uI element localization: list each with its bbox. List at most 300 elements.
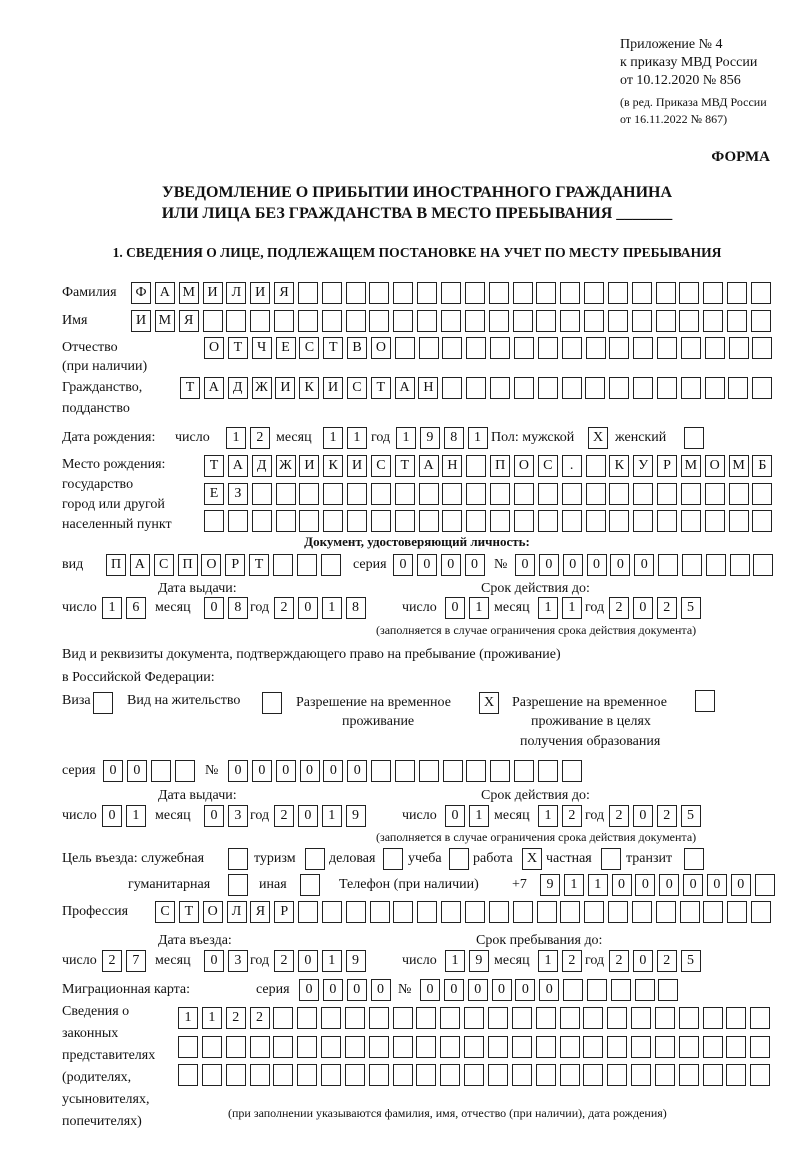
char-box[interactable] [684,848,704,870]
char-box[interactable] [631,1007,651,1029]
char-box[interactable] [560,901,580,923]
char-box[interactable]: 1 [322,597,342,619]
char-box[interactable]: 2 [609,950,629,972]
char-box[interactable] [679,1064,699,1086]
char-box[interactable]: Л [227,901,247,923]
char-box[interactable] [657,377,677,399]
char-box[interactable] [151,760,171,782]
char-box[interactable] [440,1007,460,1029]
char-box[interactable]: 0 [102,805,122,827]
char-box[interactable] [442,510,462,532]
representatives-field[interactable] [178,1064,774,1086]
char-box[interactable] [657,510,677,532]
char-box[interactable] [228,510,248,532]
char-box[interactable] [395,510,415,532]
char-box[interactable] [730,554,750,576]
right-valid-day-field[interactable] [445,805,493,827]
char-box[interactable] [562,510,582,532]
char-box[interactable] [347,510,367,532]
char-box[interactable] [395,483,415,505]
char-box[interactable] [608,282,628,304]
char-box[interactable] [440,1036,460,1058]
stay-day-field[interactable] [445,950,493,972]
char-box[interactable]: Л [226,282,246,304]
char-box[interactable] [466,337,486,359]
char-box[interactable] [442,377,462,399]
char-box[interactable]: 2 [657,805,677,827]
char-box[interactable] [729,337,749,359]
char-box[interactable]: 1 [323,427,343,449]
char-box[interactable] [323,483,343,505]
char-box[interactable]: 0 [707,874,727,896]
char-box[interactable]: И [323,377,343,399]
visa-checkbox[interactable] [93,692,117,714]
char-box[interactable] [584,901,604,923]
char-box[interactable] [442,337,462,359]
char-box[interactable] [658,554,678,576]
char-box[interactable] [345,1007,365,1029]
char-box[interactable] [512,1007,532,1029]
char-box[interactable] [587,979,607,1001]
migration-series-field[interactable] [299,979,394,1001]
char-box[interactable] [465,310,485,332]
char-box[interactable] [607,1064,627,1086]
char-box[interactable] [679,1036,699,1058]
char-box[interactable] [609,510,629,532]
char-box[interactable] [419,483,439,505]
char-box[interactable] [393,310,413,332]
id-issue-month-field[interactable] [204,597,252,619]
char-box[interactable] [297,1064,317,1086]
char-box[interactable]: 2 [274,805,294,827]
char-box[interactable]: К [323,455,343,477]
char-box[interactable] [417,901,437,923]
char-box[interactable] [250,1064,270,1086]
char-box[interactable] [250,310,270,332]
char-box[interactable] [393,901,413,923]
sex-male-checkbox[interactable] [588,427,612,449]
char-box[interactable]: 1 [538,805,558,827]
char-box[interactable] [347,483,367,505]
char-box[interactable]: Т [179,901,199,923]
representatives-field[interactable] [178,1036,774,1058]
char-box[interactable] [419,760,439,782]
char-box[interactable] [537,901,557,923]
purpose-private-checkbox[interactable] [601,848,625,870]
char-box[interactable] [513,282,533,304]
char-box[interactable]: 1 [538,597,558,619]
char-box[interactable]: Т [323,337,343,359]
id-valid-day-field[interactable] [445,597,493,619]
char-box[interactable]: Т [395,455,415,477]
char-box[interactable] [465,282,485,304]
char-box[interactable]: 8 [444,427,464,449]
char-box[interactable] [442,483,462,505]
char-box[interactable]: 1 [178,1007,198,1029]
id-issue-day-field[interactable] [102,597,150,619]
char-box[interactable]: 0 [204,950,224,972]
char-box[interactable]: 0 [441,554,461,576]
char-box[interactable] [586,510,606,532]
char-box[interactable]: О [203,901,223,923]
char-box[interactable]: 0 [635,874,655,896]
char-box[interactable]: О [201,554,221,576]
char-box[interactable] [321,1064,341,1086]
char-box[interactable] [562,337,582,359]
char-box[interactable] [658,979,678,1001]
birth-year-field[interactable] [396,427,491,449]
char-box[interactable]: 0 [252,760,272,782]
char-box[interactable] [563,979,583,1001]
char-box[interactable] [395,337,415,359]
char-box[interactable]: Е [276,337,296,359]
char-box[interactable]: 0 [127,760,147,782]
char-box[interactable] [536,1064,556,1086]
char-box[interactable]: 2 [102,950,122,972]
char-box[interactable]: 0 [633,805,653,827]
char-box[interactable]: Я [274,282,294,304]
char-box[interactable] [632,310,652,332]
id-issue-year-field[interactable] [274,597,369,619]
char-box[interactable]: 8 [346,597,366,619]
char-box[interactable]: X [479,692,499,714]
char-box[interactable] [440,1064,460,1086]
char-box[interactable] [443,760,463,782]
char-box[interactable] [393,1036,413,1058]
char-box[interactable] [298,901,318,923]
char-box[interactable] [586,483,606,505]
char-box[interactable] [656,310,676,332]
char-box[interactable] [178,1064,198,1086]
char-box[interactable]: П [178,554,198,576]
char-box[interactable] [489,310,509,332]
char-box[interactable] [514,760,534,782]
char-box[interactable]: 2 [657,950,677,972]
char-box[interactable] [633,337,653,359]
char-box[interactable] [393,1007,413,1029]
phone-field[interactable] [540,874,778,896]
char-box[interactable] [228,874,248,896]
id-number-field[interactable] [515,554,777,576]
char-box[interactable] [346,901,366,923]
id-series-field[interactable] [393,554,488,576]
char-box[interactable] [273,1036,293,1058]
stay-year-field[interactable] [609,950,704,972]
char-box[interactable] [681,483,701,505]
temp-edu-checkbox[interactable] [695,690,719,712]
char-box[interactable] [514,483,534,505]
char-box[interactable] [226,1036,246,1058]
id-kind-field[interactable] [106,554,344,576]
char-box[interactable] [299,483,319,505]
char-box[interactable] [703,310,723,332]
char-box[interactable] [305,848,325,870]
char-box[interactable]: 0 [515,554,535,576]
char-box[interactable] [370,901,390,923]
char-box[interactable] [632,901,652,923]
char-box[interactable]: 0 [515,979,535,1001]
char-box[interactable]: 0 [633,950,653,972]
char-box[interactable] [631,1036,651,1058]
char-box[interactable] [705,483,725,505]
char-box[interactable] [441,282,461,304]
char-box[interactable]: К [299,377,319,399]
char-box[interactable]: С [299,337,319,359]
char-box[interactable]: 0 [468,979,488,1001]
char-box[interactable] [513,901,533,923]
char-box[interactable] [656,282,676,304]
char-box[interactable] [416,1064,436,1086]
temp-residence-checkbox[interactable] [479,692,503,714]
char-box[interactable]: А [204,377,224,399]
char-box[interactable] [607,1036,627,1058]
char-box[interactable]: 0 [420,979,440,1001]
char-box[interactable]: 1 [445,950,465,972]
char-box[interactable] [679,282,699,304]
char-box[interactable]: 5 [681,950,701,972]
char-box[interactable] [273,554,293,576]
char-box[interactable]: 0 [103,760,123,782]
char-box[interactable] [632,282,652,304]
char-box[interactable]: 1 [469,805,489,827]
right-number-field[interactable] [228,760,586,782]
char-box[interactable]: 0 [371,979,391,1001]
purpose-official-checkbox[interactable] [228,848,252,870]
char-box[interactable] [655,1036,675,1058]
entry-day-field[interactable] [102,950,150,972]
char-box[interactable] [441,310,461,332]
char-box[interactable]: 5 [681,597,701,619]
char-box[interactable] [262,692,282,714]
char-box[interactable] [490,337,510,359]
char-box[interactable]: 1 [202,1007,222,1029]
char-box[interactable] [586,337,606,359]
char-box[interactable]: 0 [444,979,464,1001]
char-box[interactable]: 9 [540,874,560,896]
char-box[interactable] [611,979,631,1001]
char-box[interactable] [466,377,486,399]
char-box[interactable] [489,901,509,923]
char-box[interactable]: Т [249,554,269,576]
char-box[interactable]: И [131,310,151,332]
char-box[interactable]: И [203,282,223,304]
char-box[interactable] [252,483,272,505]
char-box[interactable] [560,1064,580,1086]
char-box[interactable] [560,1007,580,1029]
char-box[interactable] [466,483,486,505]
char-box[interactable] [345,1036,365,1058]
birth-place-field[interactable] [204,455,776,477]
char-box[interactable]: 0 [563,554,583,576]
char-box[interactable] [203,310,223,332]
char-box[interactable]: Т [228,337,248,359]
char-box[interactable]: 0 [228,760,248,782]
char-box[interactable]: 0 [393,554,413,576]
char-box[interactable]: С [347,377,367,399]
char-box[interactable] [276,510,296,532]
char-box[interactable]: У [633,455,653,477]
char-box[interactable]: Ф [131,282,151,304]
char-box[interactable] [322,310,342,332]
char-box[interactable] [609,377,629,399]
char-box[interactable] [490,760,510,782]
char-box[interactable]: 1 [396,427,416,449]
char-box[interactable] [383,848,403,870]
char-box[interactable]: 8 [228,597,248,619]
char-box[interactable]: С [538,455,558,477]
char-box[interactable] [299,510,319,532]
char-box[interactable] [419,337,439,359]
char-box[interactable] [538,483,558,505]
char-box[interactable] [488,1007,508,1029]
char-box[interactable] [755,874,775,896]
char-box[interactable] [684,427,704,449]
birth-month-field[interactable] [323,427,371,449]
char-box[interactable] [706,554,726,576]
char-box[interactable]: И [275,377,295,399]
char-box[interactable] [369,310,389,332]
patronymic-field[interactable] [204,337,776,359]
right-issue-day-field[interactable] [102,805,150,827]
char-box[interactable]: Ж [252,377,272,399]
char-box[interactable] [703,282,723,304]
char-box[interactable] [655,1064,675,1086]
char-box[interactable]: И [250,282,270,304]
char-box[interactable] [202,1036,222,1058]
char-box[interactable] [466,510,486,532]
char-box[interactable]: Н [442,455,462,477]
char-box[interactable]: 0 [204,597,224,619]
char-box[interactable] [729,483,749,505]
migration-number-field[interactable] [420,979,682,1001]
name-field[interactable] [131,310,775,332]
id-valid-month-field[interactable] [538,597,586,619]
char-box[interactable] [464,1036,484,1058]
char-box[interactable]: 6 [126,597,146,619]
char-box[interactable]: X [588,427,608,449]
char-box[interactable]: 0 [445,805,465,827]
char-box[interactable] [322,901,342,923]
char-box[interactable] [682,554,702,576]
right-valid-year-field[interactable] [609,805,704,827]
char-box[interactable] [560,1036,580,1058]
char-box[interactable] [417,282,437,304]
char-box[interactable] [752,483,772,505]
char-box[interactable] [751,901,771,923]
char-box[interactable] [727,901,747,923]
char-box[interactable] [178,1036,198,1058]
char-box[interactable] [489,282,509,304]
char-box[interactable] [538,760,558,782]
char-box[interactable] [750,1036,770,1058]
char-box[interactable]: 3 [228,950,248,972]
char-box[interactable] [583,1064,603,1086]
char-box[interactable] [393,1064,413,1086]
char-box[interactable] [273,1007,293,1029]
char-box[interactable] [729,510,749,532]
char-box[interactable]: 2 [250,1007,270,1029]
purpose-other-checkbox[interactable] [300,874,324,896]
char-box[interactable] [93,692,113,714]
char-box[interactable]: Д [228,377,248,399]
char-box[interactable] [416,1007,436,1029]
char-box[interactable]: . [562,455,582,477]
char-box[interactable]: 2 [562,805,582,827]
char-box[interactable]: А [155,282,175,304]
char-box[interactable] [727,282,747,304]
char-box[interactable] [346,282,366,304]
char-box[interactable]: 1 [588,874,608,896]
char-box[interactable] [300,874,320,896]
char-box[interactable]: 0 [298,597,318,619]
char-box[interactable] [226,310,246,332]
char-box[interactable]: 2 [250,427,270,449]
char-box[interactable] [751,282,771,304]
char-box[interactable] [536,1036,556,1058]
char-box[interactable] [584,282,604,304]
char-box[interactable] [321,1036,341,1058]
char-box[interactable] [560,282,580,304]
char-box[interactable] [322,282,342,304]
char-box[interactable] [490,483,510,505]
char-box[interactable]: 1 [347,427,367,449]
char-box[interactable] [562,483,582,505]
char-box[interactable] [514,510,534,532]
char-box[interactable] [395,760,415,782]
char-box[interactable]: Р [657,455,677,477]
char-box[interactable] [371,483,391,505]
char-box[interactable] [703,901,723,923]
char-box[interactable] [583,1036,603,1058]
char-box[interactable] [633,510,653,532]
purpose-study-checkbox[interactable] [449,848,473,870]
char-box[interactable]: И [299,455,319,477]
char-box[interactable] [465,901,485,923]
char-box[interactable]: 0 [610,554,630,576]
char-box[interactable]: 0 [417,554,437,576]
char-box[interactable] [297,554,317,576]
char-box[interactable]: А [130,554,150,576]
char-box[interactable] [538,337,558,359]
char-box[interactable]: О [514,455,534,477]
char-box[interactable]: С [155,901,175,923]
char-box[interactable] [175,760,195,782]
char-box[interactable]: 0 [323,760,343,782]
char-box[interactable] [726,1007,746,1029]
char-box[interactable]: О [705,455,725,477]
purpose-humanitarian-checkbox[interactable] [228,874,252,896]
char-box[interactable]: М [729,455,749,477]
char-box[interactable] [514,337,534,359]
char-box[interactable] [608,310,628,332]
char-box[interactable] [298,310,318,332]
char-box[interactable]: Р [225,554,245,576]
char-box[interactable] [655,1007,675,1029]
char-box[interactable] [346,310,366,332]
char-box[interactable] [752,337,772,359]
char-box[interactable] [656,901,676,923]
char-box[interactable] [703,1007,723,1029]
char-box[interactable]: 0 [299,979,319,1001]
char-box[interactable] [536,310,556,332]
birth-place-field[interactable] [204,483,776,505]
char-box[interactable]: 9 [346,950,366,972]
char-box[interactable]: 1 [322,950,342,972]
char-box[interactable] [752,510,772,532]
char-box[interactable]: Н [418,377,438,399]
char-box[interactable] [705,377,725,399]
sex-female-checkbox[interactable] [684,427,708,449]
